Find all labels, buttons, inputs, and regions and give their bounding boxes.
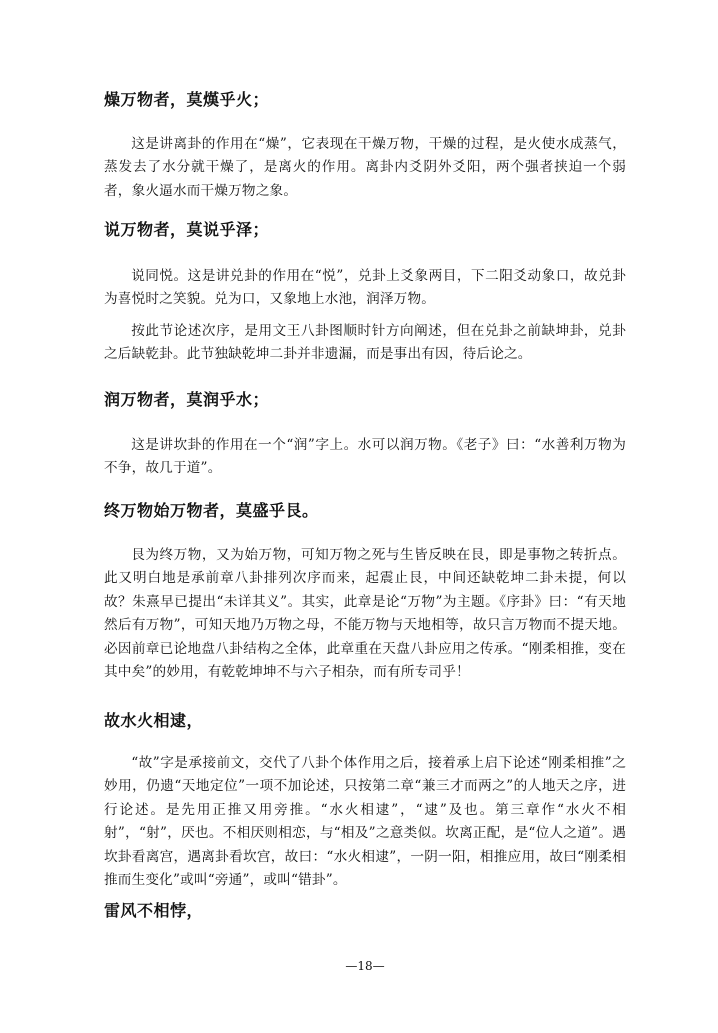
section-heading: 说万物者，莫说乎泽；	[104, 220, 270, 239]
section-heading: 润万物者，莫润乎水；	[104, 390, 270, 409]
section-paragraph: 这是讲离卦的作用在“燥”，它表现在干燥万物，干燥的过程，是火使水成蒸气，蒸发去了水分就干燥了，是离火的作用。离卦内爻阴外爻阳，两个强者挟迫一个弱者，象火逼水而干燥万物之象。	[104, 136, 626, 199]
section-paragraph: 按此节论述次序，是用文王八卦图顺时针方向阐述，但在兑卦之前缺坤卦，兑卦之后缺乾卦。此节独缺乾坤二卦并非遗漏，而是事出有因，待后论之。	[104, 323, 626, 363]
section-heading: 故水火相逮，	[104, 711, 204, 730]
section-paragraph: 说同悦。这是讲兑卦的作用在“悦”，兑卦上爻象两目，下二阳爻动象口，故兑卦为喜悦时之笑貌。兑为口，又象地上水池，润泽万物。	[104, 268, 626, 308]
section-paragraph: 艮为终万物，又为始万物，可知万物之死与生皆反映在艮，即是事物之转折点。此又明白地是承前章八卦排列次序而来，起震止艮，中间还缺乾坤二卦未提，何以故？朱熹早已提出“未详其义”。其实，此章是论“万物”为主题。《序卦》曰：“有天地然后有万物”，可知天地乃万物之母，不能万物与天地相等，故只言万物而不提天地。必因前章已论地盘八卦结构之全体，此章重在天盘八卦应用之传承。“刚柔相推，变在其中矣”的妙用，有乾乾坤坤不与六子相杂，而有所专司乎！	[104, 547, 626, 681]
section-paragraph: 这是讲坎卦的作用在一个“润”字上。水可以润万物。《老子》曰：“水善利万物为不争，故几于道”。	[104, 437, 626, 477]
section-paragraph: “故”字是承接前文，交代了八卦个体作用之后，接着承上启下论述“刚柔相推”之妙用，仍遗“天地定位”一项不加论述，只按第二章“兼三才而两之”的人地天之序，进行论述。是先用正推又用旁推。“水火相逮”，“逮”及也。第三章作“水火不相射”，“射”，厌也。不相厌则相恋，与“相及”之意类似。坎离正配，是“位人之道”。遇坎卦看离宫，遇离卦看坎宫，故曰：“水火相逮”，一阴一阳，相推应用，故曰“刚柔相推而生变化”或叫“旁通”，或叫“错卦”。	[104, 755, 626, 889]
section-heading: 燥万物者，莫熯乎火；	[104, 90, 270, 109]
page-number: —18—	[345, 959, 385, 973]
document-page	[104, 0, 626, 1033]
section-heading: 终万物始万物者，莫盛乎艮。	[104, 501, 319, 520]
section-heading: 雷风不相悖，	[104, 901, 204, 920]
